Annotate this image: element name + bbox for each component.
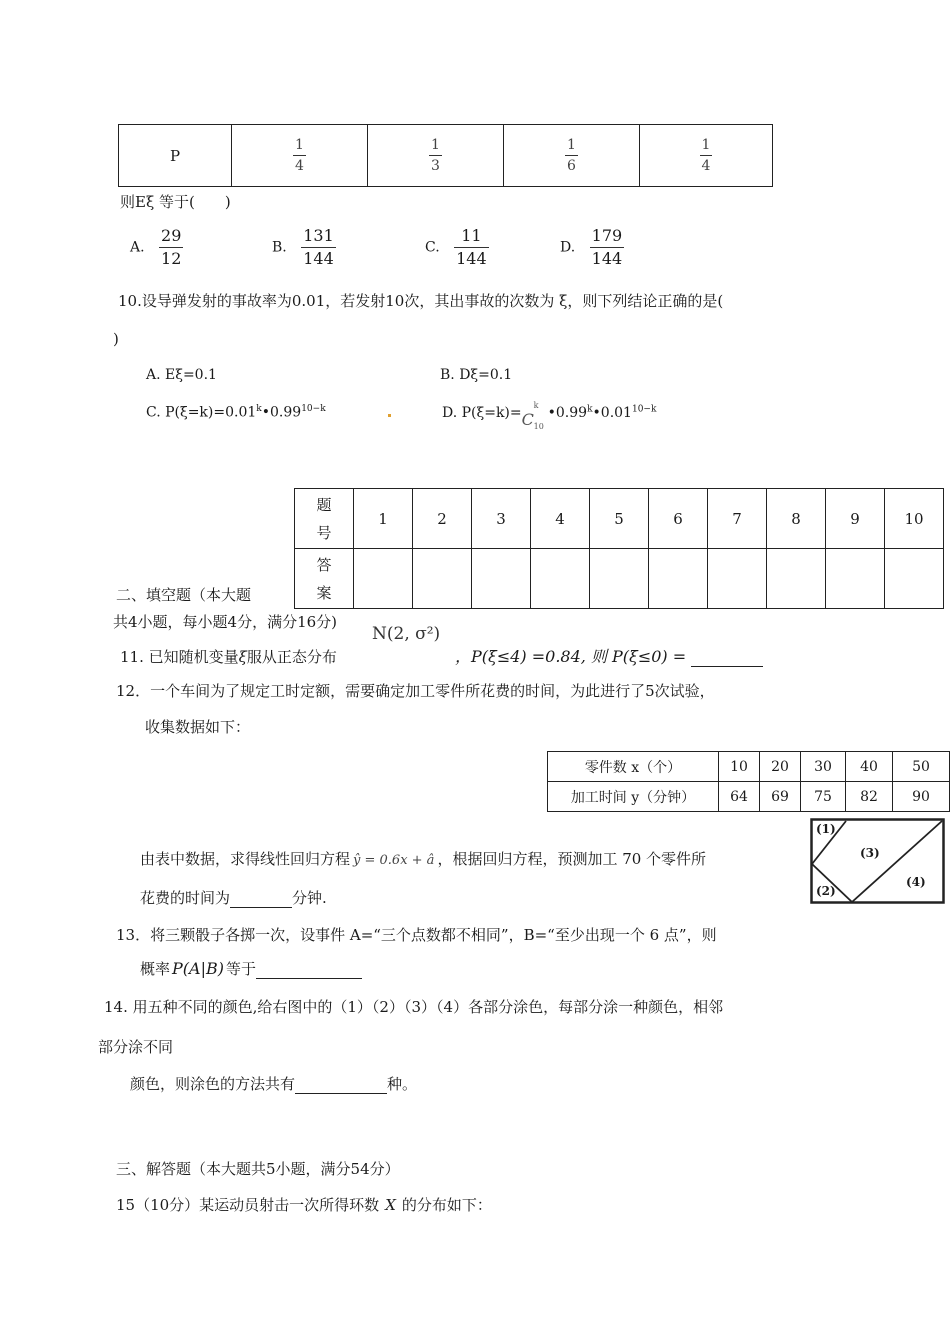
table-header-cell: 题 号 xyxy=(295,489,354,549)
section3-title: 三、解答题（本大题共5小题，满分54分） xyxy=(116,1160,400,1178)
table-cell: 10 xyxy=(885,489,944,549)
divider-line xyxy=(852,821,942,902)
q14-line1: 14. 用五种不同的颜色,给右图中的（1）（2）（3）（4）各部分涂色，每部分涂一种颜色，相邻 xyxy=(104,998,724,1016)
table-row xyxy=(295,549,944,609)
table-cell xyxy=(368,125,504,187)
table-cell: 1 xyxy=(354,489,413,549)
fraction: $\frac{1}{4}$ xyxy=(701,137,711,174)
q9-option-b: B. $\frac{131}{144}$ xyxy=(272,226,334,268)
table-cell: 6 xyxy=(649,489,708,549)
q13-line2: 概率 P(A|B) 等于 xyxy=(140,958,362,979)
table-cell: 90 xyxy=(893,782,950,812)
answer-table xyxy=(294,488,944,609)
answer-cell[interactable] xyxy=(826,549,885,609)
answer-cell[interactable] xyxy=(413,549,472,609)
q10-option-a: A. Eξ=0.1 xyxy=(146,367,217,383)
q9-option-a: A. $\frac{29}{12}$ xyxy=(130,226,182,268)
table-cell: 50 xyxy=(893,752,950,782)
table-cell: 20 xyxy=(760,752,801,782)
q14-answer-blank[interactable] xyxy=(295,1093,387,1094)
table-cell: 82 xyxy=(846,782,893,812)
table-cell: 5 xyxy=(590,489,649,549)
q12-line1: 12．一个车间为了规定工时定额，需要确定加工零件所花费的时间，为此进行了5次试验， xyxy=(116,682,715,700)
table-cell xyxy=(504,125,640,187)
q14-line3: 颜色，则涂色的方法共有 种。 xyxy=(130,1075,418,1093)
table-cell: 69 xyxy=(760,782,801,812)
answer-cell[interactable] xyxy=(354,549,413,609)
table-cell xyxy=(640,125,773,187)
q11-distribution: N(2, σ²) xyxy=(372,624,441,644)
q15-text: 15（10分）某运动员射击一次所得环数 X 的分布如下： xyxy=(116,1196,492,1214)
table-cell: 10 xyxy=(719,752,760,782)
table-row xyxy=(548,752,950,782)
region-label-4: (4) xyxy=(906,875,926,889)
q9-option-c: C. $\frac{11}{144}$ xyxy=(425,226,487,268)
table-cell xyxy=(232,125,368,187)
q10-option-b: B. Dξ=0.1 xyxy=(440,367,513,383)
q13-answer-blank[interactable] xyxy=(256,978,362,979)
table-cell: 3 xyxy=(472,489,531,549)
table-cell: 9 xyxy=(826,489,885,549)
fraction: $\frac{1}{6}$ xyxy=(567,137,576,174)
table-cell: 2 xyxy=(413,489,472,549)
fraction: $\frac{1}{4}$ xyxy=(295,137,304,174)
fraction: $\frac{1}{3}$ xyxy=(431,137,440,174)
table-row xyxy=(295,489,944,549)
region-label-3: (3) xyxy=(860,846,880,860)
answer-cell[interactable] xyxy=(649,549,708,609)
table-cell: 8 xyxy=(767,489,826,549)
coloring-figure xyxy=(810,818,945,904)
table-header-cell: 答 案 xyxy=(295,549,354,609)
table-cell: 75 xyxy=(801,782,846,812)
q12-line2: 收集数据如下： xyxy=(145,718,251,736)
q10-stem-close: ) xyxy=(113,330,119,348)
region-label-1: (1) xyxy=(816,822,836,836)
answer-cell[interactable] xyxy=(531,549,590,609)
region-label-2: (2) xyxy=(816,884,836,898)
section2-title-line1: 二、填空题（本大题 xyxy=(116,586,252,604)
table-cell: 4 xyxy=(531,489,590,549)
q12-answer-blank[interactable] xyxy=(230,907,292,908)
q12-line4: 花费的时间为 分钟. xyxy=(140,889,327,907)
probability-table xyxy=(118,124,773,187)
q11-text: 11. 已知随机变量ξ服从正态分布 xyxy=(120,648,337,666)
table-row xyxy=(548,782,950,812)
q12-data-table xyxy=(547,751,950,812)
q10-option-d: D. P(ξ=k)= C k 10 $•0.99^k•0.01^{10-k}$ xyxy=(442,401,657,431)
section2-title-line2: 共4小题，每小题4分，满分16分) xyxy=(113,613,338,631)
q12-line3: 由表中数据，求得线性回归方程 ŷ = 0.6x + â ，根据回归方程，预测加工 70 个零件所 xyxy=(140,850,707,868)
answer-cell[interactable] xyxy=(767,549,826,609)
row-label: P xyxy=(169,146,181,165)
q14-line2: 部分涂不同 xyxy=(98,1038,174,1056)
table-cell: 40 xyxy=(846,752,893,782)
q10-stem: 10.设导弹发射的事故率为0.01，若发射10次，其出事故的次数为 ξ，则下列结论正确的是( xyxy=(118,292,724,310)
q9-question: 则Eξ 等于( ) xyxy=(120,193,231,211)
table-header-cell: 加工时间 y（分钟） xyxy=(548,782,719,812)
q9-option-d: D. $\frac{179}{144}$ xyxy=(560,226,623,268)
q11-answer-blank[interactable] xyxy=(691,666,763,667)
table-cell xyxy=(119,125,232,187)
answer-cell[interactable] xyxy=(590,549,649,609)
table-row xyxy=(119,125,773,187)
answer-cell[interactable] xyxy=(708,549,767,609)
answer-cell[interactable] xyxy=(885,549,944,609)
table-cell: 64 xyxy=(719,782,760,812)
q13-line1: 13．将三颗骰子各掷一次，设事件 A=“三个点数都不相同”，B=“至少出现一个 6 点”，则 xyxy=(116,926,717,944)
table-cell: 7 xyxy=(708,489,767,549)
q10-option-c: C. $P(\xi=k)=0.01^k•0.99^{10-k}$ xyxy=(146,404,326,421)
q11-condition: ，P(ξ≤4) =0.84, 则 P(ξ≤0) = xyxy=(455,644,763,667)
table-cell: 30 xyxy=(801,752,846,782)
answer-cell[interactable] xyxy=(472,549,531,609)
stray-dot xyxy=(388,414,391,417)
table-header-cell: 零件数 x（个） xyxy=(548,752,719,782)
